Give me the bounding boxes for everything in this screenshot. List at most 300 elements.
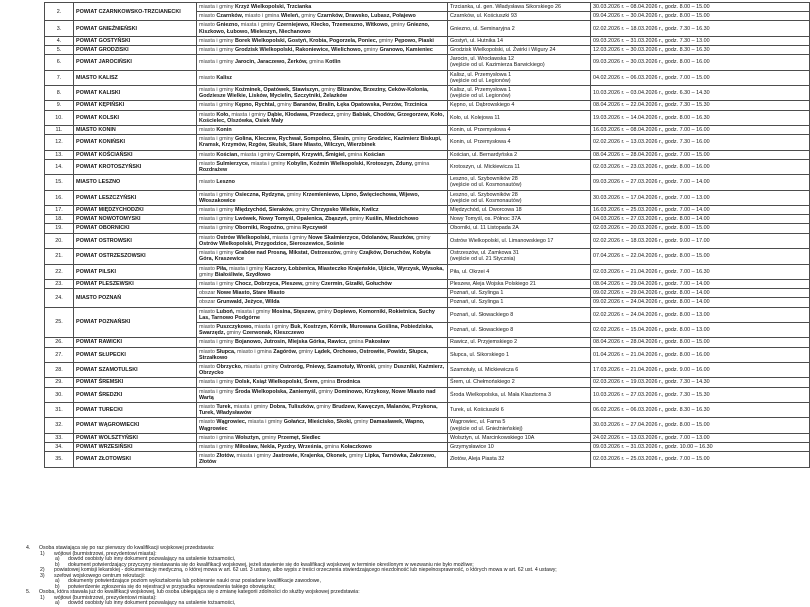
cell-powiat-name: MIASTO KONIN	[74, 126, 197, 135]
gmina-type-label: miasta i gminy	[199, 59, 235, 66]
cell-venue-address: Rawicz, ul. Przyjemskiego 2	[448, 338, 591, 347]
notes-list	[26, 546, 796, 607]
note-text: potwierdzenie zgłoszenia się do rejestracji w przypadku wprowadzenia takiego obowiązku;	[68, 583, 276, 590]
gmina-names: Wągrowiec,	[216, 419, 248, 426]
cell-gminy-list	[197, 36, 448, 45]
table-row	[45, 36, 810, 45]
gmina-type-label: gminy	[416, 234, 431, 241]
cell-venue-address: Poznań, ul. Słowackiego 8	[448, 307, 591, 322]
cell-dates: 17.03.2026 r. – 21.04.2026 r., godz. 9.00 – 16.00	[591, 362, 810, 377]
gmina-names: Dominowo, Krzykosy, Nowe Miasto nad Wartą	[199, 388, 436, 401]
gmina-names: Konin	[216, 127, 232, 134]
cell-dates: 09.02.2026 r. – 24.04.2026 r., godz. 8.00 – 14.00	[591, 298, 810, 307]
note-number: 1)	[40, 550, 45, 557]
cell-gminy-list	[197, 215, 448, 224]
cell-row-number: 9.	[45, 101, 74, 110]
cell-venue-address: Konin, ul. Przemysłowa 4	[448, 126, 591, 135]
gmina-type-label: miasta i gminy	[236, 453, 273, 460]
cell-powiat-name: POWIAT GRODZISKI	[74, 46, 197, 55]
cell-dates: 12.03.2026 r. – 30.03.2026 r., godz. 8.30 – 16.30	[591, 46, 810, 55]
cell-venue-address: Krotoszyn, ul. Mickiewicza 11	[448, 159, 591, 174]
cell-powiat-name: POWIAT PLESZEWSKI	[74, 279, 197, 288]
gmina-names: Blizanów, Brzeziny, Ceków-Kolonia, Godziesze Wielkie, Lisków, Mycielin, Szczytniki, Żelazków	[199, 87, 429, 100]
cell-powiat-name: POWIAT JAROCIŃSKI	[74, 55, 197, 70]
gmina-names: Bojanowo, Jutrosin, Miejska Górka, Rawicz,	[234, 339, 349, 346]
cell-row-number: 6.	[45, 55, 74, 70]
cell-powiat-name: POWIAT WRZESIŃSKI	[74, 442, 197, 451]
table-row	[45, 418, 810, 433]
cell-dates: 02.03.2026 r. – 20.03.2026 r., godz. 8.00 – 15.00	[591, 224, 810, 233]
cell-gminy-list	[197, 206, 448, 215]
gmina-names: Kuślin, Miedzichowo	[365, 216, 419, 223]
gmina-type-label: gminy	[351, 136, 368, 143]
cell-venue-address: Kalisz, ul. Przemysłowa 1 (wejście od ul. Legionów)	[448, 86, 591, 101]
cell-dates: 04.02.2026 r. – 06.03.2026 r., godz. 7.00 – 15.00	[591, 70, 810, 85]
gmina-type-label: gminy	[377, 363, 394, 370]
gmina-names: Kościan	[363, 151, 385, 158]
cell-powiat-name: POWIAT LESZCZYŃSKI	[74, 190, 197, 205]
note-text: dowód osobisty lub inny dokument pozwalający na ustalenie tożsamości,	[68, 556, 236, 563]
cell-powiat-name: MIASTO POZNAŃ	[74, 289, 197, 307]
cell-venue-address: Ostrów Wielkopolski, ul. Limanowskiego 17	[448, 233, 591, 248]
cell-venue-address: Kępno, ul. Dąbrowskiego 4	[448, 101, 591, 110]
cell-dates: 02.03.2026 r. – 19.03.2026 r., godz. 7.30 – 14.30	[591, 378, 810, 387]
gmina-names: Pępowo, Piaski	[394, 37, 434, 44]
cell-dates: 02.02.2026 r. – 24.04.2026 r., godz. 8.00 – 13.00	[591, 307, 810, 322]
gmina-type-label: miasta i gminy	[199, 47, 235, 54]
cell-row-number: 14.	[45, 159, 74, 174]
cell-row-number: 20.	[45, 233, 74, 248]
cell-dates: 19.03.2026 r. – 14.04.2026 r., godz. 8.00 – 16.30	[591, 110, 810, 125]
gmina-names: Nowe Skalmierzyce, Odolanów, Raszków,	[308, 234, 417, 241]
cell-powiat-name: POWIAT KALISKI	[74, 86, 197, 101]
gmina-names: Pakosław	[364, 339, 390, 346]
gmina-type-label: obszar	[199, 290, 217, 297]
cell-gminy-list	[197, 190, 448, 205]
cell-gminy-list	[197, 150, 448, 159]
gmina-names: Międzychód, Sieraków,	[234, 207, 296, 214]
note-text: Osoba stawiająca się po raz pierwszy do kwalifikacji wojskowej przedstawia:	[39, 545, 215, 551]
note-number: a)	[55, 600, 60, 607]
gmina-names: Czarnków, Drawsko, Lubasz, Połajewo	[317, 13, 416, 20]
cell-row-number: 15.	[45, 175, 74, 190]
gmina-type-label: miasto i gmina	[199, 434, 236, 441]
cell-venue-address: Ostrzeszów, ul. Zamkowa 31 (wejście od ul. 21 Stycznia)	[448, 249, 591, 264]
gmina-type-label: gminy	[349, 216, 366, 223]
gmina-type-label: miasto	[199, 13, 217, 20]
gmina-names: Leszno	[216, 179, 235, 186]
cell-venue-address: Grodzisk Wielkopolski, ul. Żwirki i Wigury 24	[448, 46, 591, 55]
cell-gminy-list	[197, 264, 448, 279]
cell-row-number: 33.	[45, 433, 74, 442]
cell-venue-address: Nowy Tomyśl, os. Północ 37A	[448, 215, 591, 224]
gmina-names: Kołaczkowo	[340, 443, 372, 450]
gmina-type-label: miasta i gminy	[199, 250, 235, 257]
cell-dates: 24.02.2026 r. – 13.03.2026 r., godz. 7.00 – 13.00	[591, 433, 810, 442]
cell-gminy-list	[197, 307, 448, 322]
gmina-names: Gniezno, Kiszkowo, Łubowo, Mieleszyn, Niechanowo	[199, 22, 430, 35]
cell-row-number: 5.	[45, 46, 74, 55]
gmina-names: Obrzycko,	[216, 363, 244, 370]
gmina-names: Czermin, Gizałki, Gołuchów	[321, 280, 392, 287]
gmina-names: Czajków, Doruchów, Kobyla Góra, Kraszewice	[199, 250, 431, 263]
cell-dates: 30.03.2026 r. – 27.04.2026 r., godz. 8.00 – 15.00	[591, 418, 810, 433]
gmina-names: Granowo, Kamieniec	[379, 47, 433, 54]
cell-row-number: 12.	[45, 135, 74, 150]
gmina-type-label: miasto	[199, 363, 217, 370]
cell-venue-address: Jarocin, ul. Wrocławska 12 (wejście od ul. Kazimierza Barwickiego)	[448, 55, 591, 70]
gmina-names: Ostroróg, Pniewy, Szamotuły, Wronki,	[279, 363, 378, 370]
gmina-names: Krzemieniewo, Lipno, Święciechowa, Wijewo, Włoszakowice	[199, 191, 420, 204]
gmina-type-label: miasta i gminy	[199, 102, 235, 109]
gmina-type-label: miasta i gminy	[228, 265, 265, 272]
table-row	[45, 433, 810, 442]
gmina-type-label: gmina	[286, 225, 303, 232]
cell-powiat-name: POWIAT ZŁOTOWSKI	[74, 452, 197, 467]
gmina-type-label: gmina	[414, 160, 430, 167]
note-number: a)	[55, 578, 60, 585]
gmina-names: Dobra, Tuliszków,	[269, 403, 317, 410]
cell-powiat-name: POWIAT KROTOSZYŃSKI	[74, 159, 197, 174]
gmina-type-label: gmina	[347, 151, 364, 158]
note-text: dokument potwierdzający przyczyny niestawania się do kwalifikacji wojskowej, jeżeli stawienie się do kwalifikacji wojskowej w terminie określonym w wezwaniu nie było możliwe;	[68, 561, 474, 568]
table-row	[45, 101, 810, 110]
gmina-type-label: gminy	[226, 330, 243, 337]
gmina-type-label: gmina	[320, 379, 337, 386]
cell-row-number: 11.	[45, 126, 74, 135]
cell-dates: 02.03.2026 r. – 21.04.2026 r., godz. 7.00 – 16.30	[591, 264, 810, 279]
gmina-type-label: gminy	[298, 348, 315, 355]
gmina-type-label: miasto	[199, 308, 217, 315]
table-row	[45, 362, 810, 377]
gmina-type-label: miasta i gminy	[199, 191, 235, 198]
cell-row-number: 23.	[45, 279, 74, 288]
cell-venue-address: Leszno, ul. Szybowników 28 (wejście od ul. Kosmonautów)	[448, 175, 591, 190]
cell-venue-address: Gostyń, ul. Hutnika 14	[448, 36, 591, 45]
gmina-names: Nowe Miasto, Stare Miasto	[216, 290, 285, 297]
note-number: b)	[55, 561, 60, 568]
gmina-names: Brodnica	[336, 379, 361, 386]
cell-gminy-list	[197, 249, 448, 264]
gmina-names: Jarocin, Jaraczewo, Żerków,	[234, 59, 310, 66]
gmina-type-label: gminy	[390, 22, 407, 29]
table-row	[45, 175, 810, 190]
gmina-type-label: miasto	[199, 323, 217, 330]
gmina-type-label: miasta i gminy	[199, 280, 235, 287]
cell-gminy-list	[197, 233, 448, 248]
gmina-type-label: miasto i gmina	[237, 348, 274, 355]
cell-gminy-list	[197, 289, 448, 298]
note-text: wójtowi (burmistrzowi, prezydentowi miasta):	[54, 550, 157, 557]
gmina-type-label: gminy	[316, 403, 333, 410]
cell-dates: 02.02.2026 r. – 18.03.2026 r., godz. 9.00 – 17.00	[591, 233, 810, 248]
cell-gminy-list	[197, 135, 448, 150]
table-row	[45, 126, 810, 135]
cell-powiat-name: POWIAT KĘPIŃSKI	[74, 101, 197, 110]
gmina-names: Kobylin, Koźmin Wielkopolski, Krotoszyn, Zduny,	[286, 160, 415, 167]
note-number: b)	[55, 583, 60, 590]
gmina-names: Słupca,	[216, 348, 238, 355]
cell-venue-address: Wągrowiec, ul. Farna 5 (wejście od ul. Gnieźnieńskiej)	[448, 418, 591, 433]
gmina-names: Grodzisk Wielkopolski, Rakoniewice, Wielichowo,	[234, 47, 364, 54]
gmina-names: Ryczywół	[302, 225, 327, 232]
cell-dates: 09.03.2026 r. – 31.03.2026 r., godz. 7.30 – 13.00	[591, 36, 810, 45]
cell-row-number: 2.	[45, 3, 74, 21]
gmina-names: Czerniejewo, Kłecko, Trzemeszno, Witkowo,	[276, 22, 391, 29]
gmina-type-label: miasto	[199, 74, 217, 81]
gmina-type-label: miasta i gminy	[235, 308, 272, 315]
cell-gminy-list	[197, 378, 448, 387]
cell-venue-address: Wolsztyn, ul. Marcinkowskiego 10A	[448, 433, 591, 442]
gmina-type-label: miasta i gminy	[233, 403, 270, 410]
gmina-names: Czerwonak, Kleszczewo	[242, 330, 305, 337]
gmina-names: Osieczna, Rydzyna,	[234, 191, 287, 198]
gmina-names: Krzyż Wielkopolski, Trzcianka	[234, 4, 312, 10]
cell-dates: 16.03.2026 r. – 25.03.2026 r., godz. 7.00 – 14.00	[591, 206, 810, 215]
gmina-type-label: miasta i gminy	[199, 207, 235, 214]
gmina-type-label: miasto	[199, 111, 217, 118]
gmina-names: Gołańcz, Mieścisko, Skoki,	[283, 419, 354, 426]
gmina-names: Czarnków,	[216, 13, 245, 20]
cell-gminy-list	[197, 387, 448, 402]
cell-venue-address: Kościan, ul. Bernardyńska 2	[448, 150, 591, 159]
gmina-names: Złotów,	[216, 453, 237, 460]
gmina-type-label: gminy	[295, 207, 312, 214]
cell-powiat-name: POWIAT POZNAŃSKI	[74, 307, 197, 338]
table-row	[45, 279, 810, 288]
cell-gminy-list	[197, 70, 448, 85]
gmina-names: Grodziec, Kazimierz Biskupi, Kramsk, Krzymów, Rzgów, Skulsk, Stare Miasto, Wilczyn, Wierzbinek	[199, 136, 442, 149]
gmina-type-label: miasta i gminy	[240, 151, 277, 158]
gmina-names: Damasławek, Wapno, Wągrowiec	[199, 419, 425, 432]
cell-gminy-list	[197, 442, 448, 451]
cell-dates: 09.02.2026 r. – 29.04.2026 r., godz. 8.00 – 14.00	[591, 289, 810, 298]
table-row	[45, 46, 810, 55]
table-row	[45, 215, 810, 224]
gmina-type-label: miasta i gminy	[243, 363, 280, 370]
gmina-names: Turek,	[216, 403, 234, 410]
gmina-type-label: gminy	[317, 308, 334, 315]
gmina-type-label: miasto	[199, 348, 217, 355]
table-row	[45, 150, 810, 159]
gmina-names: Buk, Kostrzyn, Kórnik, Murowana Goślina, Pobiedziska, Swarzędz,	[199, 323, 434, 337]
gmina-type-label: miasta i gminy	[199, 379, 235, 386]
cell-dates: 06.02.2026 r. – 06.03.2026 r., godz. 8.30 – 16.30	[591, 402, 810, 417]
gmina-type-label: gminy	[318, 388, 335, 395]
gmina-type-label: miasta i gminy	[199, 4, 235, 10]
cell-venue-address: Słupca, ul. Sikorskiego 1	[448, 347, 591, 362]
cell-powiat-name: POWIAT MIĘDZYCHODZKI	[74, 206, 197, 215]
cell-dates: 02.03.2026 r. – 25.03.2026 r., godz. 7.00 – 15.00	[591, 452, 810, 467]
cell-row-number: 27.	[45, 347, 74, 362]
gmina-names: Czempiń, Krzywiń, Śmigiel,	[276, 151, 348, 158]
cell-venue-address: Grzymysławice 10	[448, 442, 591, 451]
table-row	[45, 190, 810, 205]
gmina-names: Borek Wielkopolski, Gostyń, Krobia, Pogorzela, Poniec,	[234, 37, 379, 44]
cell-powiat-name: POWIAT OSTRZESZOWSKI	[74, 249, 197, 264]
cell-dates: 07.04.2026 r. – 22.04.2026 r., godz. 8.00 – 15.00	[591, 249, 810, 264]
cell-powiat-name: POWIAT SŁUPECKI	[74, 347, 197, 362]
cell-row-number: 8.	[45, 86, 74, 101]
gmina-type-label: gminy	[336, 111, 353, 118]
gmina-names: Kaczory, Łobżenica, Miasteczko Krajeńskie, Ujście, Wyrzysk, Wysoka,	[264, 265, 444, 272]
table-row	[45, 135, 810, 150]
cell-dates: 09.04.2026 r. – 30.04.2026 r., godz. 8.00 – 15.00	[591, 12, 810, 21]
gmina-names: Lwówek, Nowy Tomyśl, Opalenica, Zbąszyń,	[234, 216, 350, 223]
table-row	[45, 387, 810, 402]
cell-powiat-name: POWIAT GNIEŹNIEŃSKI	[74, 21, 197, 36]
gmina-names: Wolsztyn,	[235, 434, 262, 441]
gmina-type-label: miasta i gminy	[254, 323, 291, 330]
cell-powiat-name: POWIAT OBORNICKI	[74, 224, 197, 233]
gmina-names: Chocz, Dobrzyca, Pleszew,	[234, 280, 306, 287]
cell-venue-address: Konin, ul. Przemysłowa 4	[448, 135, 591, 150]
note-number: 4.	[26, 545, 31, 551]
cell-powiat-name: MIASTO KALISZ	[74, 70, 197, 85]
cell-venue-address: Kalisz, ul. Przemysłowa 1 (wejście od ul. Legionów)	[448, 70, 591, 85]
note-text: szefowi wojskowego centrum rekrutacji:	[54, 572, 146, 579]
cell-dates: 08.04.2026 r. – 29.04.2026 r., godz. 7.00 – 14.00	[591, 279, 810, 288]
gmina-names: Rozdrażew	[199, 167, 228, 174]
cell-dates: 08.04.2026 r. – 28.04.2026 r., godz. 8.00 – 15.00	[591, 338, 810, 347]
table-row	[45, 110, 810, 125]
cell-dates: 09.03.2026 r. – 27.03.2026 r., godz. 7.00 – 14.00	[591, 175, 810, 190]
cell-powiat-name: POWIAT ŚREDZKI	[74, 387, 197, 402]
cell-venue-address: Środa Wielkopolska, ul. Mała Klasztorna 3	[448, 387, 591, 402]
cell-venue-address: Międzychód, ul. Dworcowa 18	[448, 206, 591, 215]
gmina-type-label: gminy	[378, 37, 395, 44]
gmina-type-label: miasta i gminy	[199, 225, 235, 232]
gmina-names: Ostrów Wielkopolski, Przygodzice, Sieroszewice, Sośnie	[199, 240, 344, 247]
cell-dates: 08.04.2026 r. – 28.04.2026 r., godz. 7.00 – 15.00	[591, 150, 810, 159]
gmina-names: Środa Wielkopolska, Zaniemyśl,	[234, 388, 319, 395]
cell-powiat-name: POWIAT KOŚCIAŃSKI	[74, 150, 197, 159]
cell-row-number: 22.	[45, 264, 74, 279]
gmina-names: Koło,	[216, 111, 232, 118]
gmina-type-label: gminy	[277, 102, 294, 109]
cell-dates: 02.03.2026 r. – 23.03.2026 r., godz. 8.00 – 16.00	[591, 159, 810, 174]
gmina-names: Baranów, Bralin, Łęka Opatowska, Perzów, Trzcinica	[293, 102, 428, 109]
cell-dates: 02.02.2026 r. – 15.04.2026 r., godz. 8.00 – 13.00	[591, 322, 810, 337]
gmina-type-label: gminy	[286, 191, 303, 198]
gmina-names: Przemęt, Siedlec	[277, 434, 321, 441]
gmina-type-label: miasto	[199, 453, 217, 460]
cell-row-number: 29.	[45, 378, 74, 387]
table-row	[45, 233, 810, 248]
table-row	[45, 402, 810, 417]
cell-gminy-list	[197, 55, 448, 70]
gmina-names: Puszczykowo,	[216, 323, 255, 330]
gmina-type-label: miasta i gminy	[199, 136, 235, 143]
gmina-type-label: gminy	[305, 280, 322, 287]
gmina-type-label: gminy	[353, 419, 370, 426]
table-row	[45, 159, 810, 174]
cell-powiat-name: POWIAT WĄGROWIECKI	[74, 418, 197, 433]
table-row	[45, 21, 810, 36]
table-row	[45, 307, 810, 322]
gmina-type-label: miasta i gminy	[250, 160, 287, 167]
cell-powiat-name: POWIAT KONIŃSKI	[74, 135, 197, 150]
powiat-qualification-table	[44, 2, 810, 468]
table-row	[45, 378, 810, 387]
cell-gminy-list	[197, 298, 448, 307]
cell-row-number: 24.	[45, 289, 74, 307]
table-row	[45, 338, 810, 347]
cell-gminy-list	[197, 159, 448, 174]
cell-gminy-list	[197, 338, 448, 347]
cell-venue-address: Śrem, ul. Chełmońskiego 2	[448, 378, 591, 387]
gmina-type-label: gminy	[343, 250, 360, 257]
gmina-type-label: miasta i gminy	[199, 339, 235, 346]
table-row	[45, 55, 810, 70]
cell-gminy-list	[197, 402, 448, 417]
cell-venue-address: Szamotuły, ul. Mickiewicza 6	[448, 362, 591, 377]
gmina-type-label: miasto	[199, 160, 217, 167]
cell-venue-address: Gniezno, ul. Seminaryjna 2	[448, 21, 591, 36]
table-row	[45, 3, 810, 12]
gmina-names: Gniezno,	[216, 22, 241, 29]
cell-powiat-name: POWIAT CZARNKOWSKO-TRZCIANECKI	[74, 3, 197, 21]
gmina-names: Kotlin	[325, 59, 341, 66]
gmina-type-label: gmina	[324, 443, 341, 450]
cell-dates: 08.04.2026 r. – 22.04.2026 r., godz. 7.30 – 15.30	[591, 101, 810, 110]
cell-venue-address: Koło, ul. Kolejowa 11	[448, 110, 591, 125]
cell-powiat-name: POWIAT NOWOTOMYSKI	[74, 215, 197, 224]
cell-gminy-list	[197, 279, 448, 288]
cell-gminy-list	[197, 3, 448, 12]
gmina-names: Chrzypsko Wielkie, Kwilcz	[311, 207, 379, 214]
cell-powiat-name: POWIAT WOLSZTYŃSKI	[74, 433, 197, 442]
cell-dates: 10.03.2026 r. – 03.04.2026 r., godz. 6.30 – 14.30	[591, 86, 810, 101]
gmina-type-label: miasta i gminy	[199, 216, 235, 223]
gmina-type-label: obszar	[199, 299, 217, 306]
cell-gminy-list	[197, 12, 448, 21]
gmina-names: Mosina, Stęszew,	[271, 308, 318, 315]
gmina-names: Lipka, Tarnówka, Zakrzewo, Złotów	[199, 453, 436, 466]
gmina-names: Koźminek, Opatówek, Stawiszyn,	[234, 87, 322, 94]
gmina-names: Białośliwie, Szydłowo	[214, 271, 271, 278]
gmina-type-label: miasto i gmina	[244, 13, 281, 20]
gmina-type-label: miasta i gminy	[199, 443, 235, 450]
cell-gminy-list	[197, 101, 448, 110]
gmina-names: Piła,	[216, 265, 229, 272]
cell-venue-address: Trzcianka, ul. gen. Władysława Sikorskiego 26	[448, 3, 591, 12]
gmina-type-label: gminy	[301, 13, 318, 20]
gmina-type-label: miasta i gminy	[247, 419, 284, 426]
gmina-type-label: miasto	[199, 151, 217, 158]
cell-row-number: 10.	[45, 110, 74, 125]
cell-row-number: 16.	[45, 190, 74, 205]
cell-powiat-name: MIASTO LESZNO	[74, 175, 197, 190]
gmina-type-label: gminy	[199, 271, 215, 278]
gmina-names: Sulmierzyce,	[216, 160, 251, 167]
gmina-type-label: gminy	[348, 453, 365, 460]
cell-venue-address: Poznań, ul. Szylinga 1	[448, 289, 591, 298]
cell-gminy-list	[197, 433, 448, 442]
cell-gminy-list	[197, 46, 448, 55]
gmina-names: Golina, Kleczew, Rychwał, Sompolno, Ślesin,	[234, 136, 352, 143]
cell-row-number: 21.	[45, 249, 74, 264]
cell-row-number: 17.	[45, 206, 74, 215]
gmina-names: Ostrów Wielkopolski,	[216, 234, 273, 241]
gmina-type-label: miasto	[199, 265, 217, 272]
cell-row-number: 30.	[45, 387, 74, 402]
cell-dates: 09.03.2026 r. – 30.03.2026 r., godz. 8.00 – 16.00	[591, 55, 810, 70]
cell-gminy-list	[197, 418, 448, 433]
gmina-type-label: miasta i gminy	[231, 111, 268, 118]
gmina-names: Miłosław, Nekla, Pyzdry, Września,	[234, 443, 325, 450]
gmina-names: Grabów nad Prosną, Mikstat, Ostrzeszów,	[234, 250, 344, 257]
